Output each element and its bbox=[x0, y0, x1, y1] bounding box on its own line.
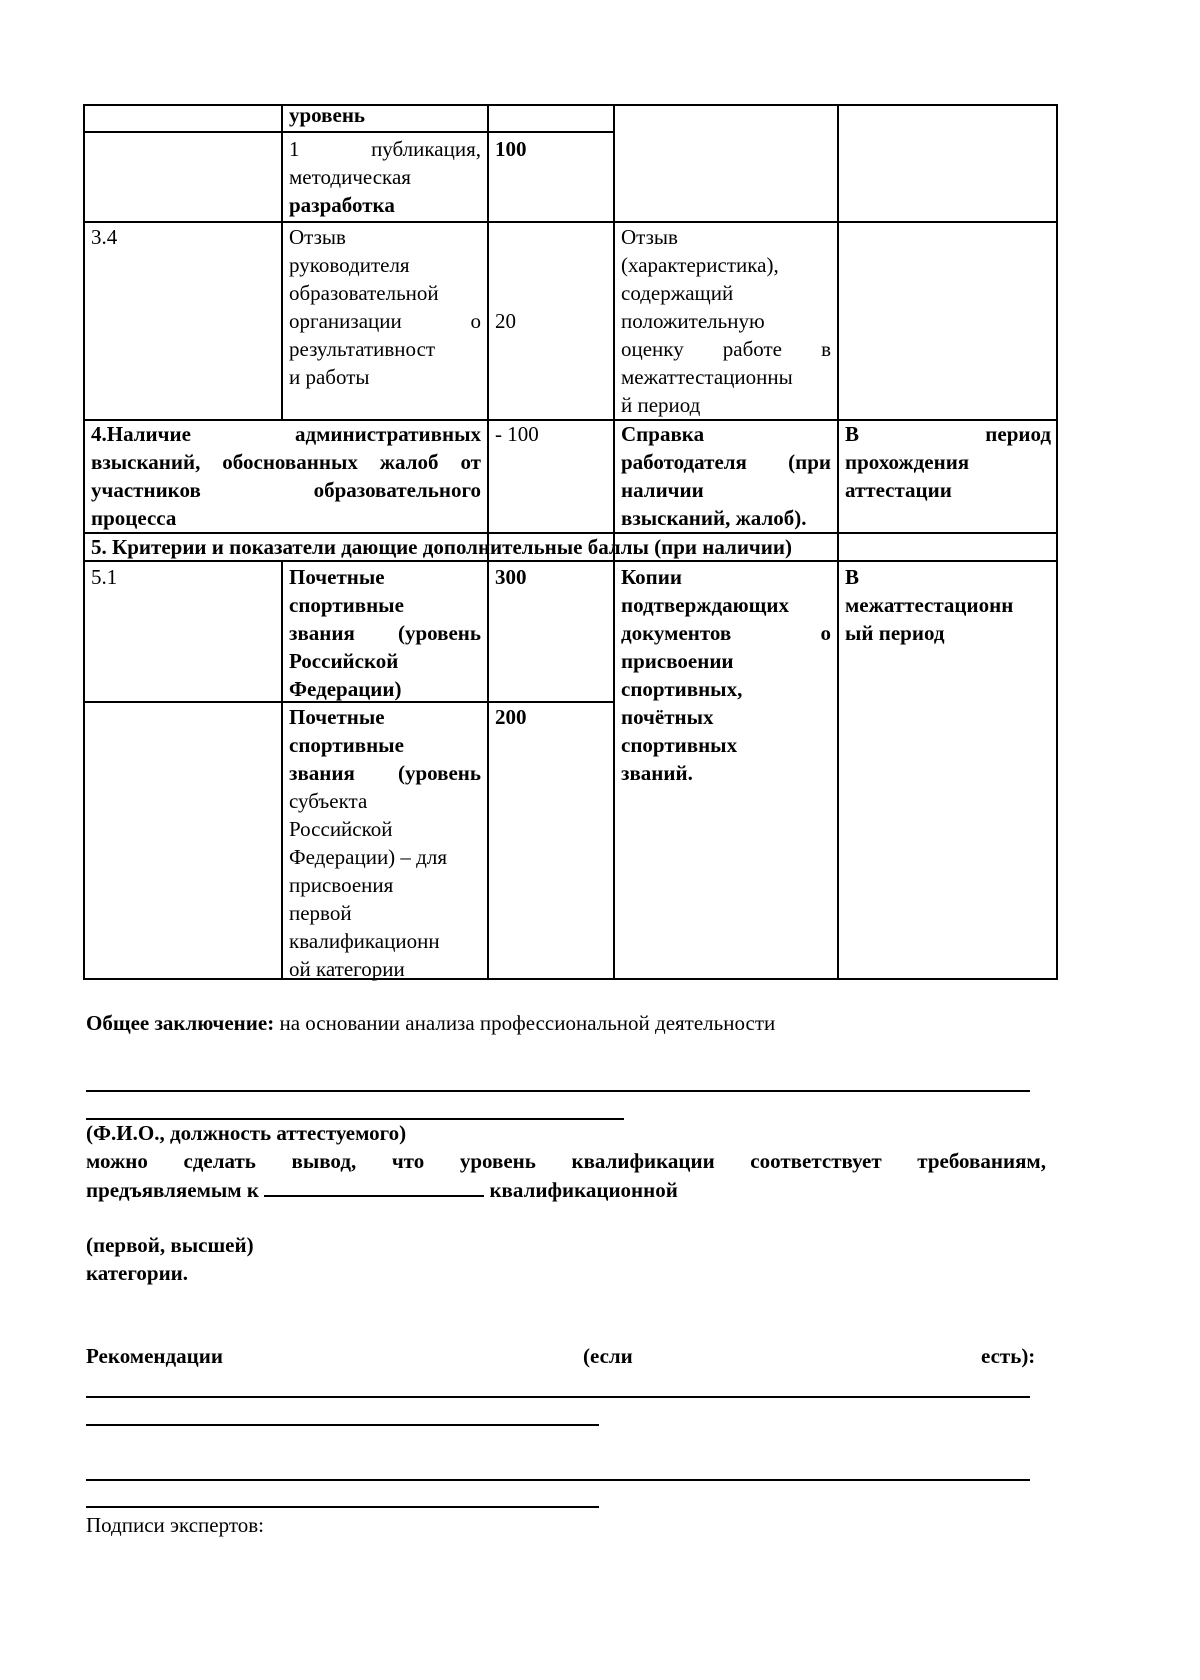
recommendations-line-4[interactable] bbox=[86, 1506, 599, 1508]
category-options: (первой, высшей) bbox=[86, 1233, 254, 1257]
row-4-period: В период прохождения аттестации bbox=[845, 422, 1051, 502]
conclusion-line-2 bbox=[86, 1175, 886, 1204]
recommendations-line-1[interactable] bbox=[86, 1396, 1030, 1398]
conclusion-text: на основании анализа профессиональной деятельности bbox=[274, 1011, 776, 1035]
section-5-header: 5. Критерии и показатели дающие дополнительные баллы (при наличии) bbox=[91, 535, 792, 559]
row-5-1-criterion-regional: Почетные спортивные звания (уровень субъекта Российской Федерации) – для присвоения первой квалификационн ой категории bbox=[289, 705, 481, 981]
row-4-document: Справка работодателя (при наличии взысканий, жалоб). bbox=[621, 422, 831, 530]
conclusion-fill-line[interactable] bbox=[86, 1090, 1030, 1092]
qualification-category-blank[interactable] bbox=[264, 1175, 484, 1197]
row-5-1-points-federal: 300 bbox=[495, 565, 527, 589]
recommendations-line-2[interactable] bbox=[86, 1424, 599, 1426]
row-5-1-number: 5.1 bbox=[91, 565, 118, 589]
publication-points: 100 bbox=[495, 137, 527, 161]
fio-caption: (Ф.И.О., должность аттестуемого) bbox=[86, 1121, 407, 1145]
qualification-prefix: предъявляемым к bbox=[86, 1178, 259, 1202]
criteria-table bbox=[83, 104, 1058, 980]
category-word: категории. bbox=[86, 1261, 189, 1285]
row-5-1-period: В межаттестационн ый период bbox=[845, 565, 1014, 645]
row-5-1-points-regional: 200 bbox=[495, 705, 527, 729]
conclusion-label: Общее заключение: bbox=[86, 1011, 275, 1035]
signatures-label: Подписи экспертов: bbox=[86, 1513, 264, 1537]
conclusion-line-justified: можно сделать вывод, что уровень квалификации соответствует требованиям, bbox=[86, 1149, 1046, 1173]
row-3-4-number: 3.4 bbox=[91, 225, 118, 249]
row-4-points: - 100 bbox=[495, 422, 539, 446]
row-3-4-document: Отзыв (характеристика), содержащий положительную оценку работе в межаттестационны й период bbox=[621, 225, 831, 417]
publication-criterion: 1 публикация, методическая разработка bbox=[289, 137, 481, 217]
recommendations-if: (если bbox=[583, 1344, 633, 1368]
recommendations-label: Рекомендации bbox=[86, 1344, 223, 1368]
row-5-1-document: Копии подтверждающих документов о присвоении спортивных, почётных спортивных званий. bbox=[621, 565, 831, 785]
row-4-criterion: 4.Наличие административных взысканий, обоснованных жалоб от участников образовательного процесса bbox=[91, 422, 481, 530]
recommendations-exist: есть): bbox=[981, 1344, 1036, 1368]
row-5-1-criterion-federal: Почетные спортивные звания (уровень Российской Федерации) bbox=[289, 565, 481, 701]
conclusion-heading bbox=[86, 1009, 775, 1037]
recommendations-line-3[interactable] bbox=[86, 1479, 1030, 1481]
level-cell: уровень bbox=[289, 103, 366, 127]
qualification-suffix: квалификационной bbox=[489, 1178, 678, 1202]
row-3-4-points: 20 bbox=[495, 309, 516, 333]
row-3-4-criterion: Отзыв руководителя образовательной организации о результативност и работы bbox=[289, 225, 481, 389]
